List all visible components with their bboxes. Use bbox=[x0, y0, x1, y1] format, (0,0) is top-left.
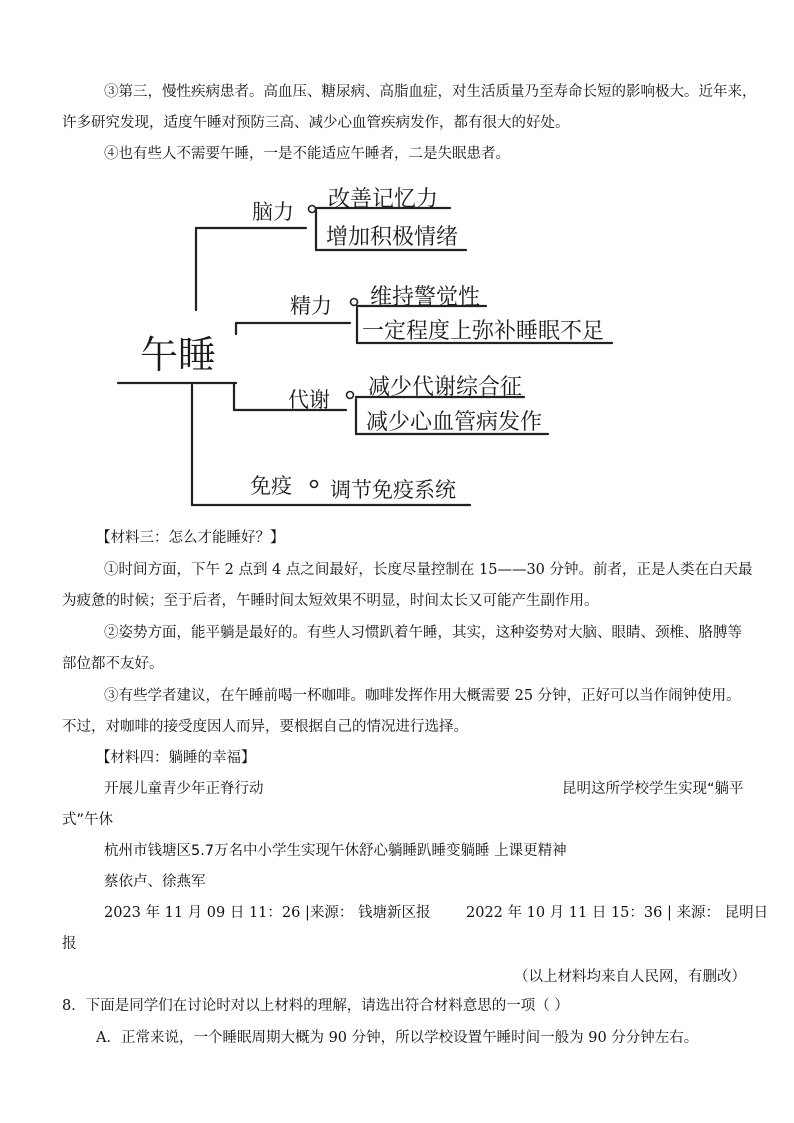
branch-label-metabolism: 代谢 bbox=[288, 388, 330, 412]
branch-item: 调节免疫系统 bbox=[330, 478, 456, 502]
node-dot-metabolism bbox=[347, 392, 354, 399]
source-note: （以上材料均来自人民网，有删改） bbox=[514, 969, 746, 985]
mindmap-center: 午睡 bbox=[140, 333, 217, 377]
branch-item: 改善记忆力 bbox=[328, 187, 439, 212]
news-title-right-part1: 昆明这所学校学生实现“躺平 bbox=[562, 781, 744, 797]
branch-item: 增加积极情绪 bbox=[326, 225, 459, 250]
material3-p1-line2: 为疲惫的时候；至于后者，午睡时间太短效果不明显，时间太长又可能产生副作用。 bbox=[62, 593, 599, 609]
news-title-right-part2: 式”午休 bbox=[62, 812, 114, 828]
paragraph-3-line-2: 许多研究发现，适度午睡对预防三高、减少心血管疾病发作，都有很大的好处。 bbox=[62, 115, 570, 131]
branch-label-brain: 脑力 bbox=[252, 200, 294, 224]
news-title-left: 开展儿童青少年正脊行动 bbox=[104, 781, 264, 797]
node-dot-brain bbox=[309, 206, 316, 213]
branch-item: 减少代谢综合征 bbox=[368, 375, 523, 400]
paragraph-4: ④也有些人不需要午睡，一是不能适应午睡者，二是失眠患者。 bbox=[104, 146, 510, 162]
node-dot-energy bbox=[351, 299, 358, 306]
news-date-left: 2023 年 11 月 09 日 11：26 |来源： 钱塘新区报 bbox=[104, 905, 431, 921]
branch-label-energy: 精力 bbox=[290, 294, 332, 318]
question-stem: 8．下面是同学们在讨论时对以上材料的理解，请选出符合材料意思的一项（ ） bbox=[62, 998, 569, 1014]
material4-heading: 【材料四：躺睡的幸福】 bbox=[96, 750, 256, 766]
material3-p2-line1: ②姿势方面，能平躺是最好的。有些人习惯趴着午睡，其实，这种姿势对大脑、眼睛、颈椎、胳膊等 bbox=[104, 625, 742, 641]
question-option-a: A．正常来说，一个睡眠周期大概为 90 分钟，所以学校设置午睡时间一般为 90 分分钟左右。 bbox=[96, 1030, 699, 1046]
branch-label-immunity: 免疫 bbox=[250, 474, 292, 498]
paragraph-3-line-1: ③第三，慢性疾病患者。高血压、糖尿病、高脂血症，对生活质量乃至寿命长短的影响极大。近年来， bbox=[104, 84, 757, 100]
branch-item: 减少心血管病发作 bbox=[366, 410, 543, 435]
node-dot-immunity bbox=[311, 481, 318, 488]
material3-p2-line2: 部位都不友好。 bbox=[62, 656, 164, 672]
material3-p3-line2: 不过，对咖啡的接受度因人而异，要根据自己的情况进行选择。 bbox=[62, 719, 468, 735]
material3-heading: 【材料三：怎么才能睡好？】 bbox=[96, 530, 285, 546]
news-date-right-part2: 报 bbox=[62, 936, 77, 952]
branch-item: 一定程度上弥补睡眠不足 bbox=[362, 319, 605, 344]
news-date-right-part1: 2022 年 10 月 11 日 15：36 | 来源： 昆明日 bbox=[466, 905, 769, 921]
branch-item: 维持警觉性 bbox=[370, 285, 481, 310]
material3-p3-line1: ③有些学者建议，在午睡前喝一杯咖啡。咖啡发挥作用大概需要 25 分钟，正好可以当作闹钟使用。 bbox=[104, 688, 741, 704]
news-authors: 蔡依卢、徐燕军 bbox=[104, 874, 206, 890]
news-title-hangzhou: 杭州市钱塘区5.7万名中小学生实现午休舒心躺睡趴睡变躺睡 上课更精神 bbox=[104, 843, 567, 859]
material3-p1-line1: ①时间方面，下午 2 点到 4 点之间最好，长度尽量控制在 15——30 分钟。前者，正是人类在白天最 bbox=[104, 562, 753, 578]
